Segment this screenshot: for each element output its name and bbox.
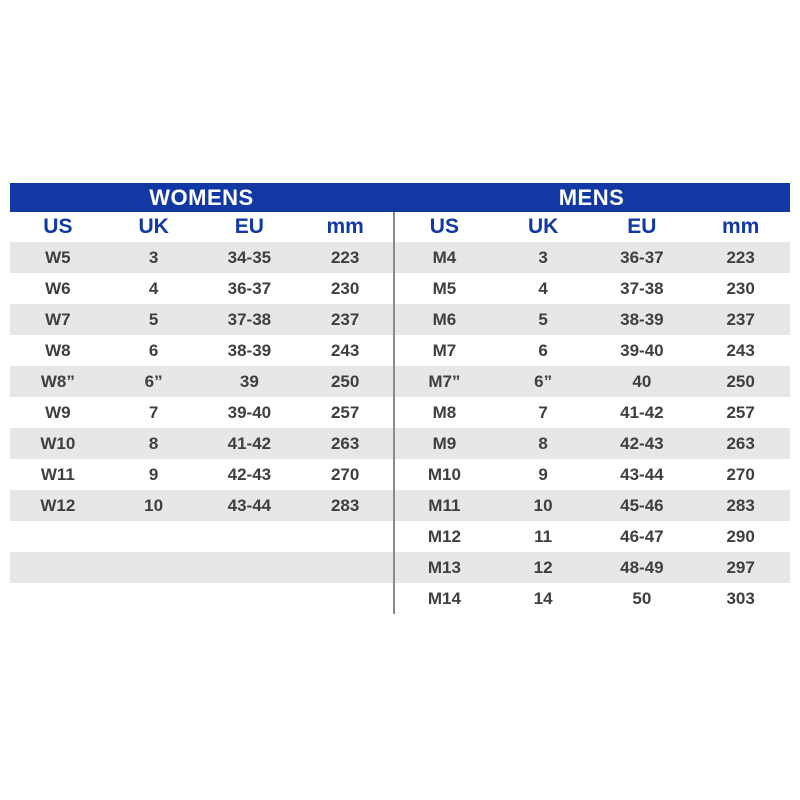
table-cell: 37-38 bbox=[227, 309, 272, 329]
table-cell: 39-40 bbox=[227, 402, 272, 422]
size-tables bbox=[10, 212, 790, 614]
table-row bbox=[10, 428, 393, 459]
table-cell: M4 bbox=[432, 247, 457, 267]
table-cell: 4 bbox=[538, 278, 548, 298]
womens-size-table bbox=[10, 212, 393, 614]
table-cell: 243 bbox=[330, 340, 360, 360]
column-header-us: US bbox=[429, 215, 459, 238]
table-cell: 263 bbox=[330, 433, 360, 453]
table-row bbox=[395, 242, 790, 273]
table-cell: 6” bbox=[534, 371, 553, 391]
table-row bbox=[10, 521, 393, 552]
table-row bbox=[10, 242, 393, 273]
column-header-uk: UK bbox=[138, 215, 169, 238]
mens-column-headers bbox=[395, 212, 790, 242]
table-row bbox=[10, 366, 393, 397]
table-cell: M5 bbox=[432, 278, 457, 298]
table-cell: M8 bbox=[432, 402, 457, 422]
column-header-uk: UK bbox=[527, 215, 559, 238]
table-cell: 3 bbox=[148, 247, 159, 267]
table-cell: M6 bbox=[432, 309, 457, 329]
table-row bbox=[395, 273, 790, 304]
table-cell: 6” bbox=[144, 371, 163, 391]
table-cell: 303 bbox=[726, 588, 755, 608]
table-cell: M9 bbox=[432, 433, 457, 453]
table-cell: 39-40 bbox=[620, 340, 664, 360]
table-cell: W11 bbox=[40, 464, 75, 484]
column-header-us: US bbox=[43, 215, 73, 238]
table-cell: 283 bbox=[330, 495, 360, 515]
table-row bbox=[395, 397, 790, 428]
table-cell: 257 bbox=[330, 402, 360, 422]
table-cell: 250 bbox=[726, 371, 755, 391]
mens-section-title: MENS bbox=[558, 184, 625, 210]
table-cell: 34-35 bbox=[227, 247, 272, 267]
table-cell: M12 bbox=[427, 526, 461, 546]
table-row bbox=[395, 428, 790, 459]
table-cell: 6 bbox=[148, 340, 159, 360]
table-row bbox=[395, 583, 790, 614]
table-cell: 43-44 bbox=[620, 464, 664, 484]
column-header-mm: mm bbox=[326, 215, 364, 238]
table-cell: 223 bbox=[726, 247, 755, 267]
chart-title-bar bbox=[10, 183, 790, 212]
womens-section-title: WOMENS bbox=[149, 184, 254, 210]
table-cell: 6 bbox=[538, 340, 548, 360]
table-row bbox=[395, 490, 790, 521]
column-header-mm: mm bbox=[721, 215, 760, 238]
table-cell: W5 bbox=[45, 247, 71, 267]
table-cell: M11 bbox=[428, 495, 461, 515]
table-cell: 290 bbox=[726, 526, 755, 546]
table-row bbox=[395, 366, 790, 397]
table-cell: 42-43 bbox=[620, 433, 664, 453]
table-cell: 38-39 bbox=[620, 309, 664, 329]
table-row bbox=[10, 273, 393, 304]
table-cell: 38-39 bbox=[227, 340, 272, 360]
table-row bbox=[395, 521, 790, 552]
table-cell: 230 bbox=[330, 278, 360, 298]
womens-column-headers bbox=[10, 212, 393, 242]
table-cell: 5 bbox=[538, 309, 548, 329]
table-row bbox=[10, 397, 393, 428]
table-cell: M13 bbox=[427, 557, 461, 577]
table-cell: 11 bbox=[534, 526, 553, 546]
table-row bbox=[10, 490, 393, 521]
table-cell: 230 bbox=[726, 278, 755, 298]
table-cell: 8 bbox=[538, 433, 548, 453]
table-row bbox=[10, 459, 393, 490]
table-cell: 237 bbox=[726, 309, 755, 329]
table-cell: 39 bbox=[239, 371, 259, 391]
table-row bbox=[10, 552, 393, 583]
mens-size-table bbox=[393, 212, 790, 614]
table-cell: 3 bbox=[538, 247, 548, 267]
size-conversion-chart bbox=[10, 183, 790, 614]
table-cell: W6 bbox=[45, 278, 71, 298]
table-cell: 5 bbox=[148, 309, 159, 329]
table-row bbox=[10, 304, 393, 335]
table-cell: 14 bbox=[533, 588, 553, 608]
table-cell: 41-42 bbox=[227, 433, 272, 453]
table-cell: 8 bbox=[148, 433, 159, 453]
table-cell: 10 bbox=[144, 495, 164, 515]
table-cell: 48-49 bbox=[620, 557, 664, 577]
table-cell: 270 bbox=[330, 464, 360, 484]
column-header-eu: EU bbox=[627, 215, 657, 238]
table-cell: 7 bbox=[538, 402, 548, 422]
table-cell: 46-47 bbox=[620, 526, 664, 546]
table-cell: 4 bbox=[148, 278, 159, 298]
mens-table-rows bbox=[395, 242, 790, 614]
table-cell: M14 bbox=[427, 588, 461, 608]
table-cell: W12 bbox=[40, 495, 76, 515]
table-row bbox=[395, 552, 790, 583]
table-cell: 43-44 bbox=[227, 495, 272, 515]
table-cell: 37-38 bbox=[620, 278, 664, 298]
table-cell: 237 bbox=[330, 309, 360, 329]
table-cell: 9 bbox=[538, 464, 548, 484]
table-cell: 10 bbox=[533, 495, 553, 515]
table-cell: 36-37 bbox=[620, 247, 664, 267]
table-cell: 7 bbox=[148, 402, 159, 422]
table-cell: W10 bbox=[40, 433, 76, 453]
table-cell: W8” bbox=[40, 371, 75, 391]
table-cell: 297 bbox=[726, 557, 755, 577]
column-header-eu: EU bbox=[234, 215, 264, 238]
table-cell: 36-37 bbox=[227, 278, 272, 298]
table-row bbox=[395, 304, 790, 335]
table-cell: M7” bbox=[428, 371, 461, 391]
table-cell: W7 bbox=[45, 309, 71, 329]
table-row bbox=[395, 335, 790, 366]
table-cell: 42-43 bbox=[227, 464, 272, 484]
table-cell: 12 bbox=[533, 557, 553, 577]
table-cell: M10 bbox=[427, 464, 461, 484]
table-cell: W9 bbox=[45, 402, 71, 422]
womens-table-rows bbox=[10, 242, 393, 614]
table-cell: 9 bbox=[148, 464, 159, 484]
table-cell: 223 bbox=[330, 247, 360, 267]
table-cell: 243 bbox=[726, 340, 755, 360]
table-cell: 257 bbox=[726, 402, 755, 422]
table-row bbox=[10, 583, 393, 614]
table-row bbox=[10, 335, 393, 366]
table-cell: 270 bbox=[726, 464, 755, 484]
table-cell: W8 bbox=[45, 340, 71, 360]
table-cell: 263 bbox=[726, 433, 755, 453]
table-cell: 250 bbox=[330, 371, 360, 391]
table-cell: 283 bbox=[726, 495, 755, 515]
table-cell: 50 bbox=[632, 588, 652, 608]
table-cell: M7 bbox=[432, 340, 457, 360]
table-cell: 45-46 bbox=[620, 495, 664, 515]
table-cell: 41-42 bbox=[620, 402, 664, 422]
table-row bbox=[395, 459, 790, 490]
table-cell: 40 bbox=[632, 371, 652, 391]
